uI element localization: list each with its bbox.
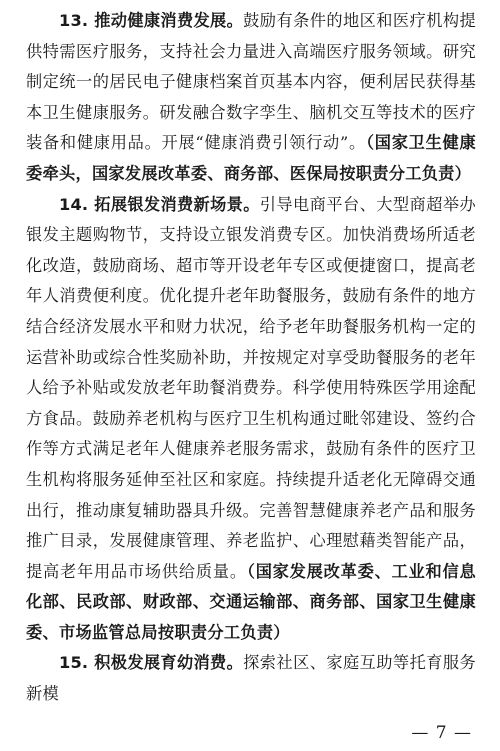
paragraph-14 bbox=[26, 190, 476, 649]
paragraph-13 bbox=[26, 6, 476, 190]
paragraph-body: 鼓励有条件的地区和医疗机构提供特需医疗服务，支持社会力量进入高端医疗服务领域。研究制定统一的居民电子健康档案首页基本内容，便利居民获得基本卫生健康服务。研发融合数字孪生、脑机交互等技术的医疗装备和健康用品。开展“健康消费引领行动”。 bbox=[26, 11, 476, 153]
document-page bbox=[26, 6, 476, 751]
paragraph-heading: 14. 拓展银发消费新场景。 bbox=[59, 194, 260, 214]
paragraph-heading: 13. 推动健康消费发展。 bbox=[59, 11, 244, 30]
responsibility-note: （国家发展改革委、工业和信息化部、民政部、财政部、交通运输部、商务部、国家卫生健康委、市场监管总局按职责分工负责） bbox=[26, 561, 476, 642]
paragraph-body: 引导电商平台、大型商超举办银发主题购物节，支持设立银发消费专区。加快消费场所适老化改造，鼓励商场、超市等开设老年专区或便捷窗口，提高老年人消费便利度。优化提升老年助餐服务，鼓励有条件的地方结合经济发展水平和财力状况，给予老年助餐服务机构一定的运营补助或综合性奖励补助，并按规定对享受助餐服务的老年人给予补贴或发放老年助餐消费券。科学使用特殊医学用途配方食品。鼓励养老机构与医疗卫生机构通过毗邻建设、签约合作等方式满足老年人健康养老服务需求，鼓励有条件的医疗卫生机构将服务延伸至社区和家庭。持续提升适老化无障碍交通出行，推动康复辅助器具升级。完善智慧健康养老产品和服务推广目录，发展健康管理、养老监护、心理慰藉类智能产品，提高老年用品市场供给质量。 bbox=[26, 194, 476, 581]
paragraph-15 bbox=[26, 648, 476, 709]
responsibility-note: （国家卫生健康委牵头，国家发展改革委、商务部、医保局按职责分工负责） bbox=[26, 133, 476, 183]
paragraph-heading: 15. 积极发展育幼消费。 bbox=[59, 653, 244, 673]
paragraph-body: 探索社区、家庭互助等托育服务新模 bbox=[26, 653, 476, 704]
page-number: — 7 — bbox=[411, 723, 472, 743]
